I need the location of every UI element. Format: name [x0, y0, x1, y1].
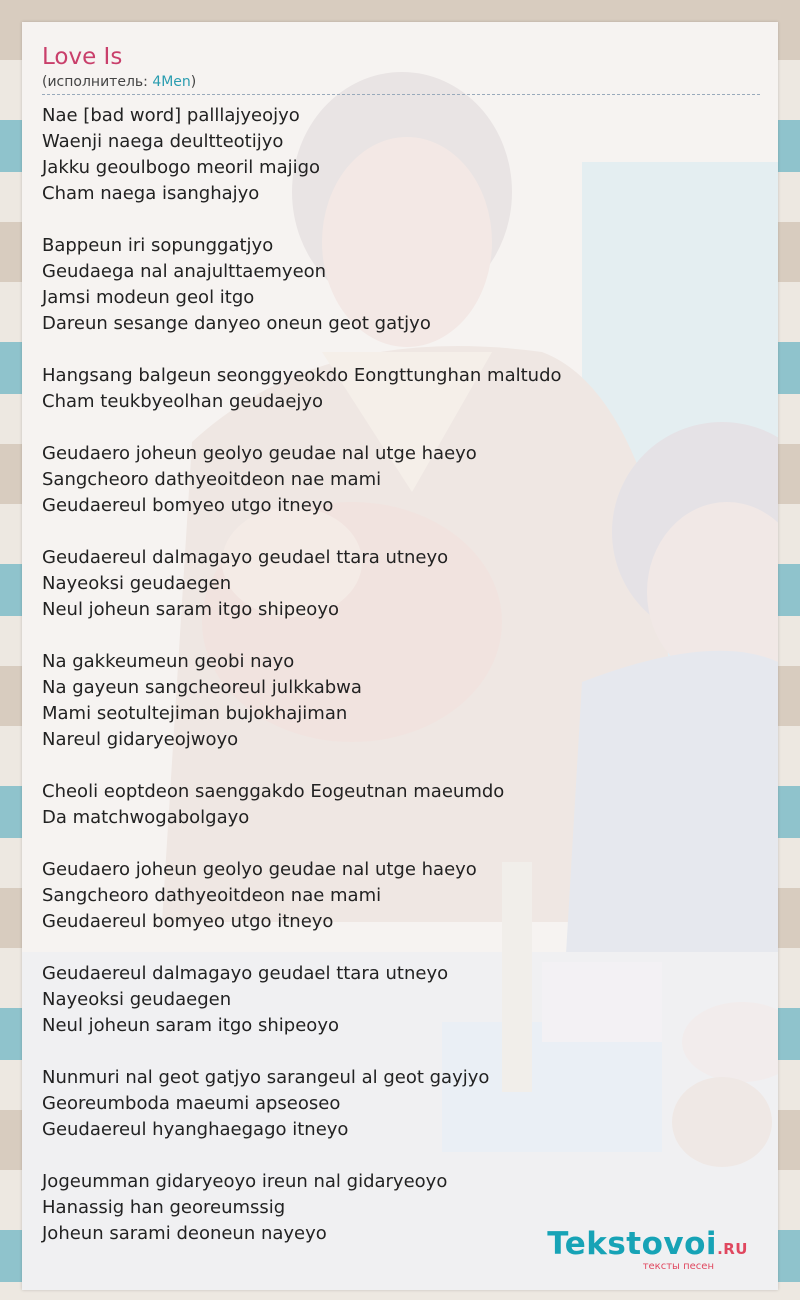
- lyric-line: Cheoli eoptdeon saenggakdo Eogeutnan maeumdo: [42, 781, 505, 802]
- logo-name: Tekstovoi: [547, 1226, 718, 1262]
- lyric-line: Bappeun iri sopunggatjyo: [42, 235, 274, 256]
- lyric-line: Jakku geoulbogo meoril majigo: [42, 157, 321, 178]
- stanza-gap: [42, 415, 758, 441]
- lyric-line: Geudaereul hyanghaegago itneyo: [42, 1119, 349, 1140]
- lyric-line: Geudaega nal anajulttaemyeon: [42, 261, 327, 282]
- lyric-line: Nareul gidaryeojwoyo: [42, 729, 239, 750]
- lyric-line: Da matchwogabolgayo: [42, 807, 250, 828]
- lyrics-text: [42, 103, 758, 1247]
- lyric-line: Nayeoksi geudaegen: [42, 989, 232, 1010]
- stanza-gap: [42, 1039, 758, 1065]
- lyric-line: Nunmuri nal geot gatjyo sarangeul al geot gayjyo: [42, 1067, 490, 1088]
- stanza-gap: [42, 337, 758, 363]
- logo-tld: .RU: [717, 1240, 748, 1258]
- stanza-gap: [42, 753, 758, 779]
- lyric-line: Nayeoksi geudaegen: [42, 573, 232, 594]
- artist-suffix: ): [190, 74, 197, 90]
- song-title: Love Is: [42, 44, 123, 70]
- lyric-line: Jamsi modeun geol itgo: [42, 287, 255, 308]
- lyric-line: Sangcheoro dathyeoitdeon nae mami: [42, 469, 382, 490]
- stanza-gap: [42, 207, 758, 233]
- logo-tagline: тексты песен: [642, 1261, 714, 1272]
- lyric-line: Neul joheun saram itgo shipeoyo: [42, 1015, 339, 1036]
- lyric-line: Waenji naega deultteotijyo: [42, 131, 284, 152]
- lyric-line: Georeumboda maeumi apseoseo: [42, 1093, 341, 1114]
- lyric-line: Na gayeun sangcheoreul julkkabwa: [42, 677, 362, 698]
- lyric-line: Geudaereul dalmagayo geudael ttara utneyo: [42, 963, 449, 984]
- lyric-line: Nae [bad word] palllajyeojyo: [42, 105, 300, 126]
- lyric-line: Joheun sarami deoneun nayeyo: [42, 1223, 327, 1244]
- stanza-gap: [42, 623, 758, 649]
- site-logo[interactable]: [547, 1228, 748, 1272]
- lyric-line: Cham teukbyeolhan geudaejyo: [42, 391, 324, 412]
- lyrics-card: [22, 22, 778, 1290]
- lyric-line: Geudaereul dalmagayo geudael ttara utneyo: [42, 547, 449, 568]
- stanza-gap: [42, 519, 758, 545]
- lyric-line: Neul joheun saram itgo shipeoyo: [42, 599, 339, 620]
- lyric-line: Geudaero joheun geolyo geudae nal utge haeyo: [42, 859, 477, 880]
- lyric-line: Geudaereul bomyeo utgo itneyo: [42, 911, 334, 932]
- lyric-line: Na gakkeumeun geobi nayo: [42, 651, 295, 672]
- artist-link[interactable]: 4Men: [152, 74, 191, 90]
- lyric-line: Geudaero joheun geolyo geudae nal utge haeyo: [42, 443, 477, 464]
- artist-line: [42, 72, 760, 95]
- stanza-gap: [42, 831, 758, 857]
- lyric-line: Hanassig han georeumssig: [42, 1197, 286, 1218]
- lyric-line: Sangcheoro dathyeoitdeon nae mami: [42, 885, 382, 906]
- lyric-line: Cham naega isanghajyo: [42, 183, 260, 204]
- lyric-line: Mami seotultejiman bujokhajiman: [42, 703, 348, 724]
- lyric-line: Geudaereul bomyeo utgo itneyo: [42, 495, 334, 516]
- lyric-line: Hangsang balgeun seonggyeokdo Eongttunghan maltudo: [42, 365, 562, 386]
- content: [42, 42, 758, 1247]
- logo-wordmark: [547, 1228, 748, 1265]
- lyric-line: Jogeumman gidaryeoyo ireun nal gidaryeoyo: [42, 1171, 448, 1192]
- stanza-gap: [42, 935, 758, 961]
- lyric-line: Dareun sesange danyeo oneun geot gatjyo: [42, 313, 431, 334]
- stanza-gap: [42, 1143, 758, 1169]
- artist-prefix: (исполнитель:: [42, 74, 153, 90]
